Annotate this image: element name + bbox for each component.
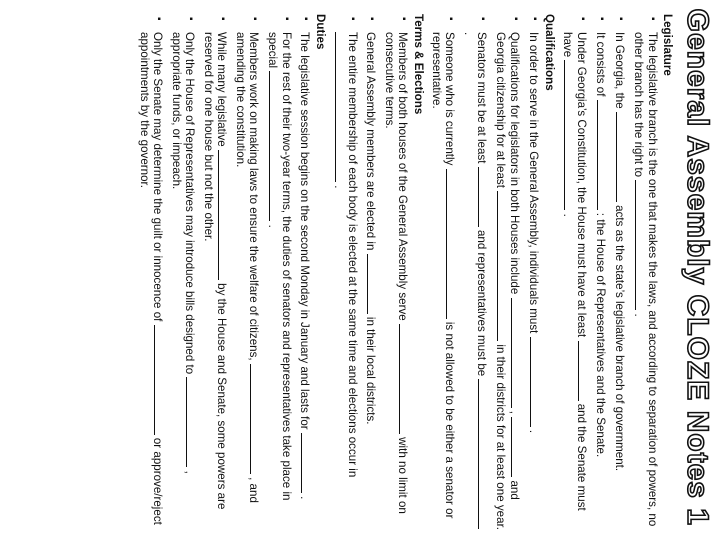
- cloze-text: In order to serve in the General Assembly, individuals must: [527, 32, 540, 334]
- cloze-text: It consists of: [594, 32, 607, 97]
- cloze-text: , and amending the constitution.: [234, 32, 260, 503]
- fill-in-blank[interactable]: [269, 71, 280, 221]
- cloze-text: .: [298, 496, 311, 500]
- fill-in-blank[interactable]: [250, 364, 261, 474]
- cloze-text: Members work on making laws to ensure the welfare of citizens,: [247, 32, 260, 361]
- cloze-text: and the Senate must have: [561, 32, 588, 511]
- section-list: [561, 14, 659, 530]
- cloze-item: [494, 14, 522, 530]
- cloze-item: [138, 14, 165, 530]
- cloze-item: [594, 14, 608, 530]
- fill-in-blank[interactable]: [511, 417, 522, 477]
- cloze-text: In Georgia, the: [613, 32, 626, 109]
- cloze-text: .: [632, 313, 645, 317]
- cloze-item: [364, 14, 378, 530]
- notes-content: [133, 14, 678, 530]
- cloze-text: with no limit on consecutive terms.: [383, 32, 409, 514]
- cloze-text: is not allowed to be either a senator or representative.: [430, 32, 456, 519]
- cloze-item: [332, 14, 359, 530]
- cloze-text: While many legislative: [215, 32, 228, 147]
- cloze-text: , appropriate funds, or impeach.: [170, 32, 196, 474]
- fill-in-blank[interactable]: [564, 60, 575, 210]
- cloze-text: and Georgia citizenship for at least: [494, 32, 521, 500]
- cloze-text: in their local districts.: [364, 316, 377, 425]
- fill-in-blank[interactable]: [218, 150, 229, 280]
- cloze-text: by the House and Senate, some powers are reserved for one house but not the other.: [202, 32, 228, 510]
- cloze-text: Someone who is currently: [443, 32, 456, 166]
- fill-in-blank[interactable]: [616, 112, 627, 202]
- cloze-item: [613, 14, 627, 530]
- cloze-item: [234, 14, 261, 530]
- fill-in-blank[interactable]: [154, 325, 165, 435]
- cloze-text: Members of both houses of the General Assembly serve: [396, 32, 409, 321]
- cloze-text: Only the House of Representatives may introduce bills designed to: [183, 32, 196, 375]
- cloze-item: [170, 14, 197, 530]
- section-list: [138, 14, 312, 530]
- cloze-text: For the rest of their two-year terms, the duties of senators and representatives take place in special: [266, 32, 293, 501]
- cloze-text: General Assembly members are elected in: [364, 32, 377, 251]
- fill-in-blank[interactable]: [597, 100, 608, 210]
- section-heading: Legislature: [661, 14, 674, 76]
- cloze-item: [383, 14, 410, 530]
- cloze-text: .: [462, 32, 475, 36]
- cloze-text: Under Georgia’s Constitution, the House must have at least: [575, 32, 588, 338]
- section-heading: Qualifications: [543, 14, 556, 91]
- cloze-item: [430, 14, 457, 530]
- cloze-item: [462, 14, 489, 530]
- cloze-text: .: [332, 185, 345, 189]
- section-list: [332, 14, 410, 530]
- fill-in-blank[interactable]: [367, 254, 378, 314]
- section-list: [430, 14, 541, 530]
- cloze-text: Qualifications for legislators in both Houses include: [508, 32, 521, 295]
- fill-in-blank[interactable]: [497, 191, 508, 341]
- fill-in-blank[interactable]: [478, 167, 489, 227]
- fill-in-blank[interactable]: [578, 341, 589, 401]
- fill-in-blank[interactable]: [530, 337, 541, 427]
- cloze-text: .: [266, 224, 279, 228]
- cloze-item: [561, 14, 589, 530]
- cloze-text: Senators must be at least: [475, 32, 488, 164]
- cloze-text: : the House of Representatives and the Senate.: [594, 212, 607, 458]
- fill-in-blank[interactable]: [186, 377, 197, 467]
- fill-in-blank[interactable]: [301, 433, 312, 493]
- cloze-text: ,: [508, 410, 521, 414]
- fill-in-blank[interactable]: [399, 324, 410, 434]
- cloze-text: or approve/reject appointments by the governor.: [138, 32, 164, 525]
- cloze-text: The entire membership of each body is elected at the same time and elections occur in: [346, 32, 359, 478]
- cloze-text: Only the Senate may determine the guilt or innocence of: [151, 32, 164, 322]
- section-heading: Duties: [314, 14, 327, 50]
- cloze-text: acts as the state’s legislative branch of government.: [613, 205, 626, 472]
- cloze-item: [266, 14, 293, 530]
- fill-in-blank[interactable]: [446, 169, 457, 319]
- cloze-text: The legislative branch is the one that makes the laws, and according to separation of powers, no other branch has the right to: [632, 32, 659, 527]
- cloze-text: and representatives must be: [475, 229, 488, 377]
- cloze-text: .: [561, 213, 574, 217]
- cloze-text: in their districts for at least one year.: [494, 344, 507, 531]
- cloze-item: [202, 14, 229, 530]
- section-heading: Terms & Elections: [412, 14, 425, 115]
- cloze-item: [632, 14, 659, 530]
- fill-in-blank[interactable]: [335, 32, 346, 182]
- fill-in-blank[interactable]: [478, 379, 489, 529]
- cloze-text: The legislative session begins on the second Monday in January and lasts for: [298, 32, 311, 430]
- cloze-text: .: [527, 429, 540, 434]
- cloze-item: [527, 14, 541, 530]
- fill-in-blank[interactable]: [511, 298, 522, 408]
- page-title: General Assembly CLOZE Notes 1: [681, 8, 714, 526]
- cloze-item: [298, 14, 312, 530]
- fill-in-blank[interactable]: [635, 180, 646, 310]
